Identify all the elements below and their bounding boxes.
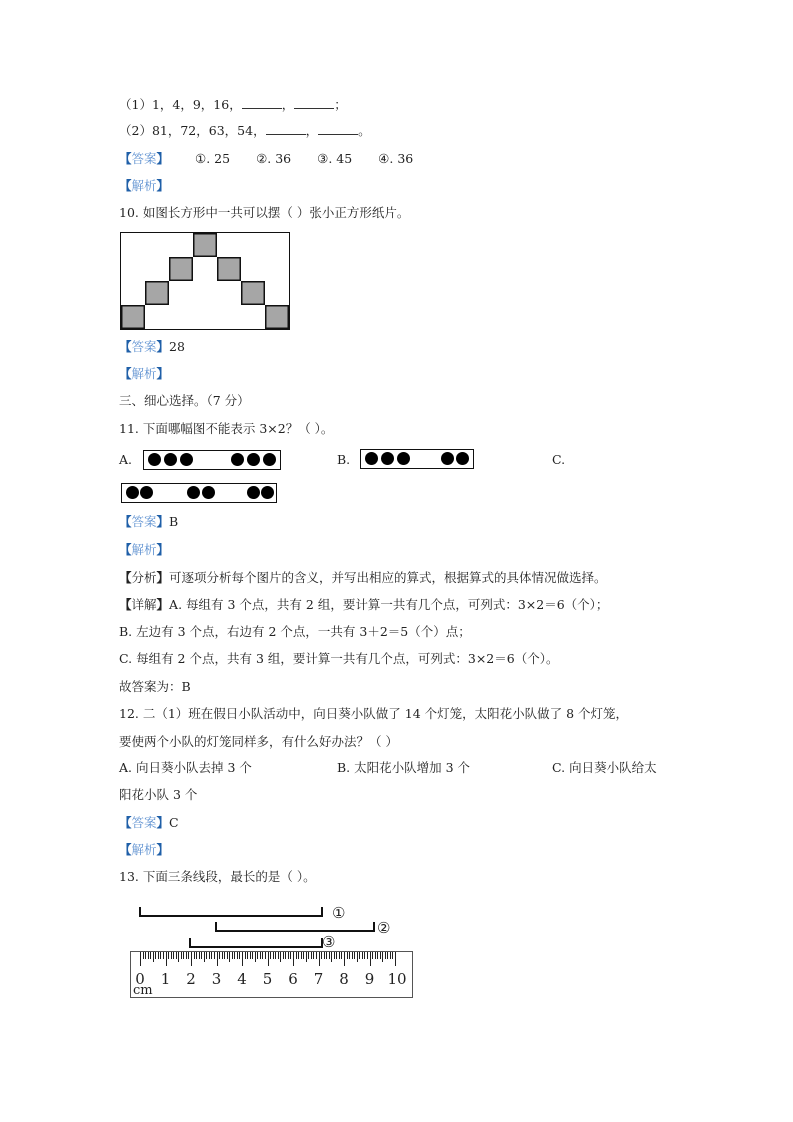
q9-part2: [119, 122, 371, 140]
q9-answer: [119, 150, 413, 168]
q11-answer: [119, 513, 178, 531]
q11-xiangjie-c: C. 每组有 2 个点，共有 3 组，要计算一共有几个点，可列式：3×2＝6（个）。: [119, 651, 559, 666]
option-c-label: C.: [552, 452, 566, 467]
dot: [381, 452, 394, 465]
answer-blank: [266, 122, 306, 135]
segment-3: [189, 938, 323, 948]
answer-blank: [294, 96, 334, 109]
answer-blank: [242, 96, 282, 109]
separator: ，: [305, 123, 319, 138]
answer-2: ②. 36: [256, 151, 292, 166]
ruler-tick: [257, 952, 258, 959]
ruler-tick: [395, 952, 396, 966]
ruler-tick: [217, 952, 218, 966]
option-a-label: A.: [119, 452, 133, 467]
ruler-number: 1: [160, 970, 171, 988]
analysis-tag: 【解析】: [119, 842, 170, 857]
q12-answer: [119, 814, 179, 832]
option-c-dots-figure: [121, 483, 277, 503]
q9-part2-text: （2）81，72，63，54，: [119, 123, 266, 138]
ruler-tick: [255, 952, 256, 962]
ruler-tick: [227, 952, 228, 959]
answer-1: ①. 25: [195, 151, 231, 166]
ruler-tick: [285, 952, 286, 959]
analysis-tag: 【解析】: [119, 542, 170, 557]
ruler-tick: [275, 952, 276, 959]
ruler-tick: [344, 952, 345, 966]
ruler-tick: [265, 952, 266, 959]
ruler-tick: [387, 952, 388, 959]
ruler-tick: [186, 952, 187, 959]
ruler-tick: [324, 952, 325, 959]
ruler-tick: [196, 952, 197, 959]
dot: [441, 452, 454, 465]
ruler-tick: [336, 952, 337, 959]
dot: [456, 452, 469, 465]
ruler-tick: [160, 952, 161, 959]
ruler-tick: [178, 952, 179, 962]
ruler-tick: [150, 952, 151, 959]
q12-question-line1: 12. 二（1）班在假日小队活动中，向日葵小队做了 14 个灯笼，太阳花小队做了 8 个灯笼，: [119, 706, 629, 721]
ruler-number: 10: [387, 970, 407, 988]
option-a-dots-figure: [143, 450, 281, 470]
ruler-tick: [171, 952, 172, 959]
ruler-tick: [222, 952, 223, 959]
dot: [261, 486, 274, 499]
dot: [263, 453, 276, 466]
ruler-number: 6: [288, 970, 298, 988]
section-title: 三、细心选择。（7 分）: [119, 393, 250, 408]
ruler-tick: [382, 952, 383, 962]
shaded-square: [169, 257, 193, 281]
q12-option-c-continued: 阳花小队 3 个: [119, 787, 198, 802]
ruler: [130, 951, 413, 998]
ruler-tick: [250, 952, 251, 959]
analysis-tag: 【解析】: [119, 178, 170, 193]
ruler-tick: [260, 952, 261, 959]
ruler-tick: [206, 952, 207, 959]
ruler-tick: [232, 952, 233, 959]
ruler-number: 0: [135, 970, 145, 988]
q9-analysis: [119, 177, 169, 195]
shaded-square: [145, 281, 169, 305]
shaded-square: [217, 257, 241, 281]
answer-tag: 【答案】: [119, 514, 170, 529]
ruler-tick: [352, 952, 353, 959]
ruler-unit: cm: [133, 983, 153, 998]
ruler-tick: [392, 952, 393, 959]
ruler-tick: [288, 952, 289, 959]
ruler-tick: [278, 952, 279, 959]
answer-value: B: [169, 514, 179, 529]
ruler-tick: [283, 952, 284, 959]
ruler-tick: [201, 952, 202, 959]
answer-4: ④. 36: [378, 151, 414, 166]
shaded-square: [241, 281, 265, 305]
ruler-tick: [176, 952, 177, 959]
fenxi-tag: 【分析】: [119, 570, 170, 585]
ruler-tick: [229, 952, 230, 962]
ruler-tick: [237, 952, 238, 959]
ruler-tick: [377, 952, 378, 959]
dot: [247, 453, 260, 466]
option-b-label: B.: [337, 452, 351, 467]
ruler-tick: [191, 952, 192, 966]
dot: [126, 486, 139, 499]
q11-conclusion: 故答案为：B: [119, 679, 191, 694]
ruler-tick: [140, 952, 141, 966]
ruler-tick: [262, 952, 263, 959]
q12-option-b: B. 太阳花小队增加 3 个: [337, 760, 471, 775]
answer-value: 28: [169, 339, 185, 354]
ruler-tick: [326, 952, 327, 959]
q11-analysis: [119, 541, 169, 559]
dot: [148, 453, 161, 466]
analysis-tag: 【解析】: [119, 366, 170, 381]
ruler-tick: [329, 952, 330, 959]
segment-1: [139, 907, 323, 917]
ruler-tick: [357, 952, 358, 962]
ruler-tick: [214, 952, 215, 959]
ruler-tick: [308, 952, 309, 959]
ruler-number: 5: [262, 970, 273, 988]
answer-3: ③. 45: [317, 151, 353, 166]
ruler-tick: [224, 952, 225, 959]
shaded-square: [121, 305, 145, 329]
ruler-tick: [209, 952, 210, 959]
dot: [187, 486, 200, 499]
answer-tag: 【答案】: [119, 815, 170, 830]
ruler-tick: [303, 952, 304, 959]
ruler-tick: [319, 952, 320, 966]
q11-xiangjie: [119, 596, 608, 614]
ruler-tick: [372, 952, 373, 959]
end-mark: 。: [358, 123, 371, 138]
ruler-tick: [385, 952, 386, 959]
ruler-number: 7: [313, 970, 324, 988]
q11-fenxi: [119, 569, 607, 587]
ruler-tick: [245, 952, 246, 959]
q10-answer: [119, 338, 185, 356]
q12-question-line2: 要使两个小队的灯笼同样多，有什么好办法？（ ）: [119, 734, 398, 749]
ruler-tick: [321, 952, 322, 959]
ruler-tick: [270, 952, 271, 959]
ruler-tick: [194, 952, 195, 959]
separator: ，: [281, 97, 295, 112]
fenxi-text: 可逐项分析每个图片的含义，并写出相应的算式，根据算式的具体情况做选择。: [169, 570, 607, 585]
dot: [247, 486, 260, 499]
ruler-tick: [293, 952, 294, 966]
ruler-tick: [211, 952, 212, 959]
end-mark: ；: [334, 97, 347, 112]
ruler-tick: [143, 952, 144, 959]
q12-analysis: [119, 841, 169, 859]
ruler-tick: [155, 952, 156, 959]
shaded-square: [193, 233, 217, 257]
ruler-number: 3: [211, 970, 222, 988]
q9-part1-text: （1）1，4，9，16，: [119, 97, 242, 112]
ruler-tick: [375, 952, 376, 959]
ruler-number: 4: [237, 970, 247, 988]
q10-analysis: [119, 365, 169, 383]
q11-xiangjie-b: B. 左边有 3 个点，右边有 2 个点，一共有 3＋2＝5（个）点；: [119, 624, 471, 639]
ruler-tick: [354, 952, 355, 959]
segment-2: [215, 922, 375, 932]
ruler-tick: [359, 952, 360, 959]
q10-question: 10. 如图长方形中一共可以摆（ ）张小正方形纸片。: [119, 205, 410, 220]
ruler-tick: [311, 952, 312, 959]
ruler-tick: [334, 952, 335, 959]
dot: [164, 453, 177, 466]
q11-question: 11. 下面哪幅图不能表示 3×2？（ ）。: [119, 421, 334, 436]
option-b-dots-figure: [360, 449, 474, 469]
ruler-number: 8: [339, 970, 349, 988]
segment-3-label: ③: [322, 933, 336, 951]
rectangle-grid-figure: [120, 232, 290, 330]
ruler-tick: [306, 952, 307, 962]
ruler-tick: [199, 952, 200, 959]
dot: [365, 452, 378, 465]
ruler-tick: [301, 952, 302, 959]
q9-part1: [119, 96, 347, 114]
ruler-tick: [234, 952, 235, 959]
ruler-tick: [219, 952, 220, 959]
ruler-tick: [341, 952, 342, 959]
ruler-tick: [252, 952, 253, 959]
q12-option-c: C. 向日葵小队给太: [552, 760, 657, 775]
dot: [140, 486, 153, 499]
ruler-tick: [188, 952, 189, 959]
xiangjie-a-text: A. 每组有 3 个点，共有 2 组，要计算一共有几个点，可列式：3×2＝6（个）；: [169, 597, 609, 612]
answer-tag: 【答案】: [119, 151, 170, 166]
ruler-tick: [181, 952, 182, 959]
ruler-tick: [247, 952, 248, 959]
ruler-tick: [145, 952, 146, 959]
ruler-tick: [239, 952, 240, 959]
ruler-tick: [347, 952, 348, 959]
ruler-tick: [296, 952, 297, 959]
ruler-tick: [313, 952, 314, 959]
dot: [231, 453, 244, 466]
xiangjie-tag: 【详解】: [119, 597, 170, 612]
ruler-tick: [339, 952, 340, 959]
ruler-tick: [148, 952, 149, 959]
ruler-tick: [273, 952, 274, 959]
segment-2-label: ②: [377, 919, 391, 937]
ruler-tick: [158, 952, 159, 959]
ruler-tick: [280, 952, 281, 962]
ruler-tick: [153, 952, 154, 962]
segment-1-label: ①: [332, 904, 346, 922]
ruler-tick: [331, 952, 332, 962]
ruler-number: 9: [364, 970, 375, 988]
ruler-tick: [390, 952, 391, 959]
dot: [397, 452, 410, 465]
ruler-tick: [316, 952, 317, 959]
ruler-tick: [166, 952, 167, 966]
ruler-tick: [242, 952, 243, 966]
ruler-tick: [362, 952, 363, 959]
ruler-tick: [183, 952, 184, 959]
ruler-tick: [168, 952, 169, 959]
answer-tag: 【答案】: [119, 339, 170, 354]
ruler-tick: [370, 952, 371, 966]
ruler-number: 2: [186, 970, 196, 988]
dot: [180, 453, 193, 466]
q12-option-a: A. 向日葵小队去掉 3 个: [119, 760, 252, 775]
ruler-tick: [380, 952, 381, 959]
dot: [202, 486, 215, 499]
answer-value: C: [169, 815, 179, 830]
ruler-tick: [290, 952, 291, 959]
ruler-tick: [173, 952, 174, 959]
ruler-tick: [204, 952, 205, 962]
ruler-tick: [364, 952, 365, 959]
shaded-square: [265, 305, 289, 329]
ruler-tick: [298, 952, 299, 959]
ruler-tick: [367, 952, 368, 959]
answer-blank: [318, 122, 358, 135]
ruler-tick: [268, 952, 269, 966]
ruler-tick: [163, 952, 164, 959]
ruler-tick: [349, 952, 350, 959]
q13-question: 13. 下面三条线段，最长的是（ ）。: [119, 869, 316, 884]
